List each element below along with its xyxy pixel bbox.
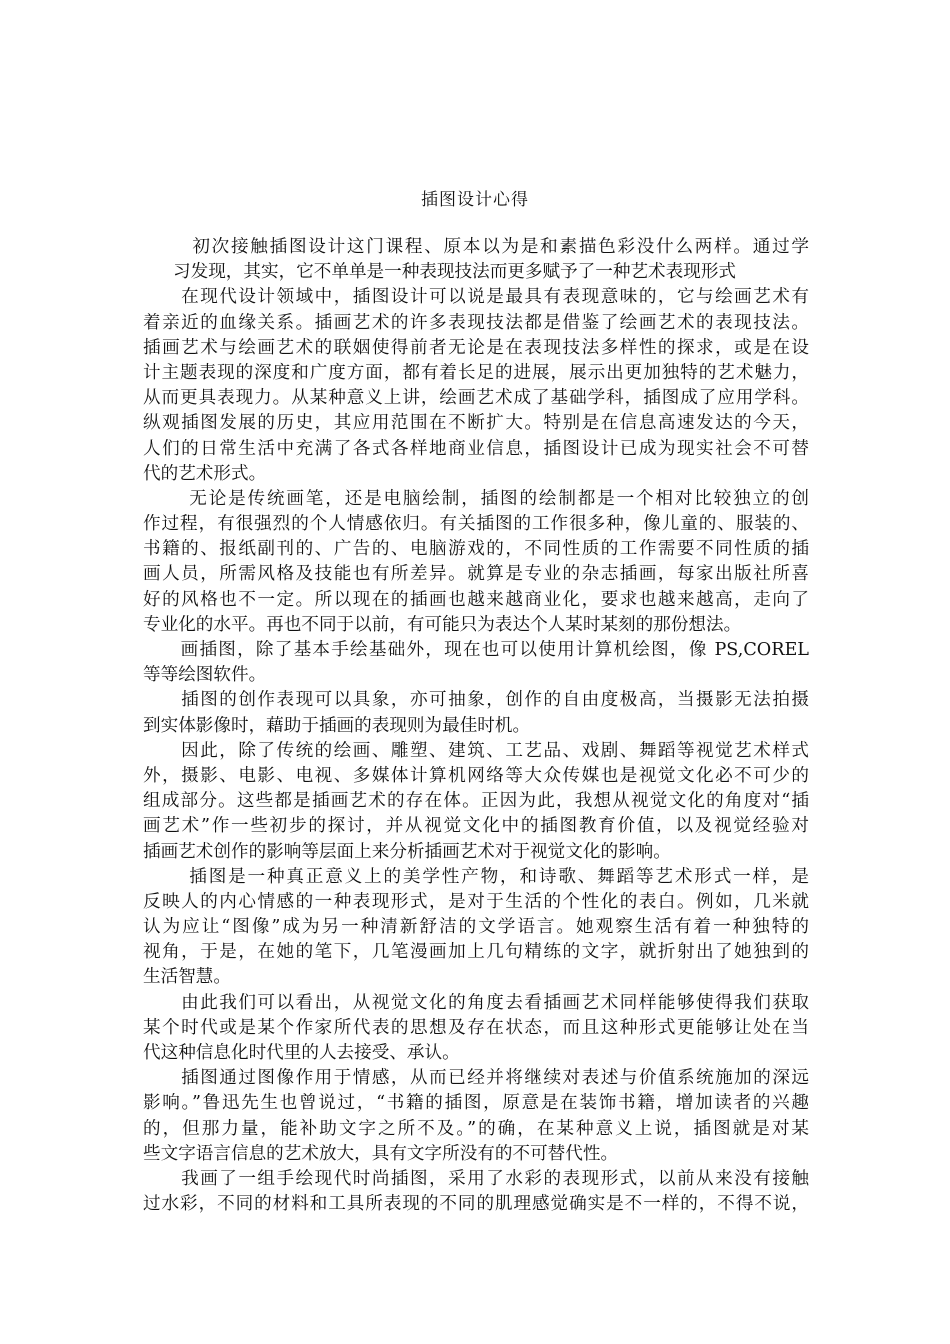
document-body <box>143 235 809 1217</box>
text-line: 视角，于是，在她的笔下，几笔漫画加上几句精练的文字，就折射出了她独到的 <box>143 942 809 963</box>
text-line: 过水彩，不同的材料和工具所表现的不同的肌理感觉确实是不一样的，不得不说， <box>143 1194 809 1215</box>
text-line: 习发现，其实，它不单单是一种表现技法而更多赋予了一种艺术表现形式 <box>173 262 737 283</box>
paragraph-3 <box>143 487 809 638</box>
text-line: 反映人的内心情感的一种表现形式，是对于生活的个性化的表白。例如，几米就 <box>143 891 809 912</box>
text-line: 计主题表现的深度和广度方面，都有着长足的进展，展示出更加独特的艺术魅力， <box>143 362 809 383</box>
paragraph-8 <box>143 991 809 1067</box>
text-line: 我画了一组手绘现代时尚插图，采用了水彩的表现形式，以前从来没有接触 <box>143 1168 809 1189</box>
text-line: 画插图，除了基本手绘基础外，现在也可以使用计算机绘图，像 PS,COREL <box>143 640 809 660</box>
text-line: 到实体影像时，藉助于插画的表现则为最佳时机。 <box>143 715 531 736</box>
paragraph-7 <box>143 865 809 991</box>
text-line: 着亲近的血缘关系。插画艺术的许多表现技法都是借鉴了绘画艺术的表现技法。 <box>143 312 809 333</box>
paragraph-10 <box>143 1167 809 1217</box>
text-line: 在现代设计领域中，插图设计可以说是最具有表现意味的，它与绘画艺术有 <box>143 287 809 308</box>
paragraph-9 <box>143 1066 809 1167</box>
text-line: 好的风格也不一定。所以现在的插画也越来越商业化，要求也越来越高，走向了 <box>143 589 809 610</box>
paragraph-5 <box>143 688 809 738</box>
text-line: 从而更具表现力。从某种意义上讲，绘画艺术成了基础学科，插图成了应用学科。 <box>143 388 809 409</box>
text-line: 插图的创作表现可以具象，亦可抽象，创作的自由度极高，当摄影无法拍摄 <box>143 690 809 711</box>
text-line: 画艺术”作一些初步的探讨，并从视觉文化中的插图教育价值，以及视觉经验对 <box>143 816 809 837</box>
paragraph-1 <box>143 235 809 285</box>
paragraph-2 <box>143 285 809 487</box>
text-line: 插图通过图像作用于情感，从而已经并将继续对表述与价值系统施加的深远 <box>143 1068 809 1089</box>
text-line: 组成部分。这些都是插画艺术的存在体。正因为此，我想从视觉文化的角度对“插 <box>143 791 809 812</box>
text-line: 因此，除了传统的绘画、雕塑、建筑、工艺品、戏剧、舞蹈等视觉艺术样式 <box>143 740 809 761</box>
text-line: 生活智慧。 <box>143 967 231 988</box>
text-line: 初次接触插图设计这门课程、原本以为是和素描色彩没什么两样。通过学 <box>173 237 809 257</box>
text-line: 插图是一种真正意义上的美学性产物，和诗歌、舞蹈等艺术形式一样，是 <box>143 866 809 887</box>
paragraph-4 <box>143 638 809 688</box>
text-line: 等等绘图软件。 <box>143 665 267 686</box>
text-line: 某个时代或是某个作家所代表的思想及存在状态，而且这种形式更能够让处在当 <box>143 1017 809 1038</box>
text-line: 的，但那力量，能补助文字之所不及。”的确，在某种意义上说，插图就是对某 <box>143 1118 809 1139</box>
text-line: 影响。”鲁迅先生也曾说过，“书籍的插图，原意是在装饰书籍，增加读者的兴趣 <box>143 1093 809 1114</box>
text-line: 代的艺术形式。 <box>143 463 267 484</box>
text-line: 无论是传统画笔，还是电脑绘制，插图的绘制都是一个相对比较独立的创 <box>143 488 809 509</box>
text-line: 人们的日常生活中充满了各式各样地商业信息，插图设计已成为现实社会不可替 <box>143 438 809 459</box>
text-line: 些文字语言信息的艺术放大，具有文字所没有的不可替代性。 <box>143 1143 619 1164</box>
document-title: 插图设计心得 <box>421 190 529 210</box>
text-line: 认为应让“图像”成为另一种清新舒洁的文学语言。她观察生活有着一种独特的 <box>143 917 809 938</box>
text-line: 专业化的水平。再也不同于以前，有可能只为表达个人某时某刻的那份想法。 <box>143 614 742 635</box>
text-line: 代这种信息化时代里的人去接受、承认。 <box>143 1043 460 1063</box>
paragraph-6 <box>143 739 809 865</box>
text-line: 由此我们可以看出，从视觉文化的角度去看插画艺术同样能够使得我们获取 <box>143 992 809 1013</box>
text-line: 书籍的、报纸副刊的、广告的、电脑游戏的，不同性质的工作需要不同性质的插 <box>143 539 809 560</box>
text-line: 纵观插图发展的历史，其应用范围在不断扩大。特别是在信息高速发达的今天， <box>143 413 809 434</box>
text-line: 插画艺术创作的影响等层面上来分析插画艺术对于视觉文化的影响。 <box>143 841 671 862</box>
text-line: 外，摄影、电影、电视、多媒体计算机网络等大众传媒也是视觉文化必不可少的 <box>143 765 809 786</box>
text-line: 画人员，所需风格及技能也有所差异。就算是专业的杂志插画，每家出版社所喜 <box>143 564 809 585</box>
text-line: 插画艺术与绘画艺术的联姻使得前者无论是在表现技法多样性的探求，或是在设 <box>143 337 809 358</box>
text-line: 作过程，有很强烈的个人情感依归。有关插图的工作很多种，像儿童的、服装的、 <box>143 514 809 535</box>
